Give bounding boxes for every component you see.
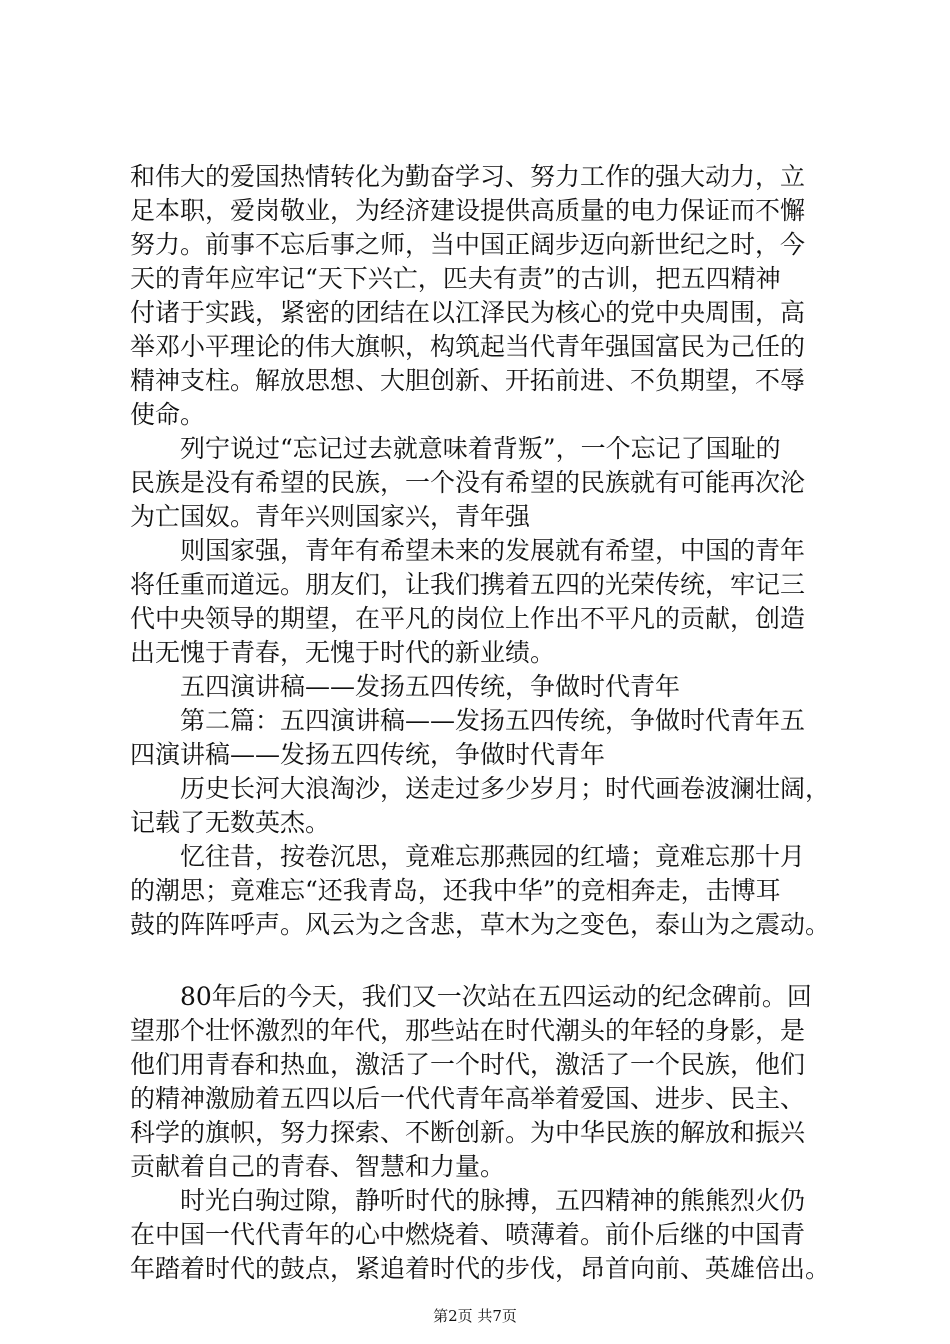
- text-line: 的潮思；竟难忘“还我青岛，还我中华”的竞相奔走，击博耳: [130, 876, 781, 905]
- text-line: 付诸于实践，紧密的团结在以江泽民为核心的党中央周围，高: [130, 298, 806, 327]
- text-line: 贡献着自己的青春、智慧和力量。: [130, 1152, 506, 1181]
- paragraph-start-line: 80年后的今天，我们又一次站在五四运动的纪念碑前。回: [180, 982, 812, 1011]
- text-line: 望那个壮怀激烈的年代，那些站在时代潮头的年轻的身影，是: [130, 1016, 806, 1045]
- text-line: 将任重而道远。朋友们，让我们携着五四的光荣传统，牢记三: [130, 570, 806, 599]
- paragraph-start-line: 则国家强，青年有希望未来的发展就有希望，中国的青年: [180, 536, 806, 565]
- text-line: 民族是没有希望的民族，一个没有希望的民族就有可能再次沦: [130, 468, 806, 497]
- text-line: 科学的旗帜，努力探索、不断创新。为中华民族的解放和振兴: [130, 1118, 806, 1147]
- text-line: 使命。: [130, 400, 206, 429]
- section-title-line: 四演讲稿——发扬五四传统，争做时代青年: [130, 740, 606, 769]
- text-line: 的精神激励着五四以后一代代青年高举着爱国、进步、民主、: [130, 1084, 806, 1113]
- paragraph-start-line: 忆往昔，按卷沉思，竟难忘那燕园的红墙；竟难忘那十月: [180, 842, 806, 871]
- text-line: 年踏着时代的鼓点，紧追着时代的步伐，昂首向前、英雄倍出。: [130, 1254, 831, 1283]
- page-number-footer: 第2页 共7页: [433, 1307, 517, 1325]
- text-line: 他们用青春和热血，激活了一个时代，激活了一个民族，他们: [130, 1050, 806, 1079]
- paragraph-start-line: 历史长河大浪淘沙，送走过多少岁月；时代画卷波澜壮阔，: [180, 774, 831, 803]
- paragraph-gap: [130, 942, 835, 980]
- text-line: 精神支柱。解放思想、大胆创新、开拓前进、不负期望，不辱: [130, 366, 806, 395]
- text-line: 在中国一代代青年的心中燃烧着、喷薄着。前仆后继的中国青: [130, 1220, 806, 1249]
- text-line: 努力。前事不忘后事之师，当中国正阔步迈向新世纪之时，今: [130, 230, 806, 259]
- paragraph-start-line: 时光白驹过隙，静听时代的脉搏，五四精神的熊熊烈火仍: [180, 1186, 806, 1215]
- section-heading: 五四演讲稿——发扬五四传统，争做时代青年: [180, 672, 681, 701]
- section-title-line: 第二篇：五四演讲稿——发扬五四传统，争做时代青年五: [180, 706, 806, 735]
- text-line: 为亡国奴。青年兴则国家兴，青年强: [130, 502, 531, 531]
- text-line: 鼓的阵阵呼声。风云为之含悲，草木为之变色，泰山为之震动。: [130, 910, 831, 939]
- text-line: 足本职，爱岗敬业，为经济建设提供高质量的电力保证而不懈: [130, 196, 806, 225]
- text-line: 出无愧于青春，无愧于时代的新业绩。: [130, 638, 556, 667]
- text-line: 记载了无数英杰。: [130, 808, 331, 837]
- document-body: [130, 160, 835, 1286]
- text-line: 代中央领导的期望，在平凡的岗位上作出不平凡的贡献，创造: [130, 604, 806, 633]
- text-line: 天的青年应牢记“天下兴亡，匹夫有责”的古训，把五四精神: [130, 264, 781, 293]
- paragraph-start-line: 列宁说过“忘记过去就意味着背叛”，一个忘记了国耻的: [180, 434, 781, 463]
- text-line: 举邓小平理论的伟大旗帜，构筑起当代青年强国富民为己任的: [130, 332, 806, 361]
- text-line: 和伟大的爱国热情转化为勤奋学习、努力工作的强大动力，立: [130, 162, 806, 191]
